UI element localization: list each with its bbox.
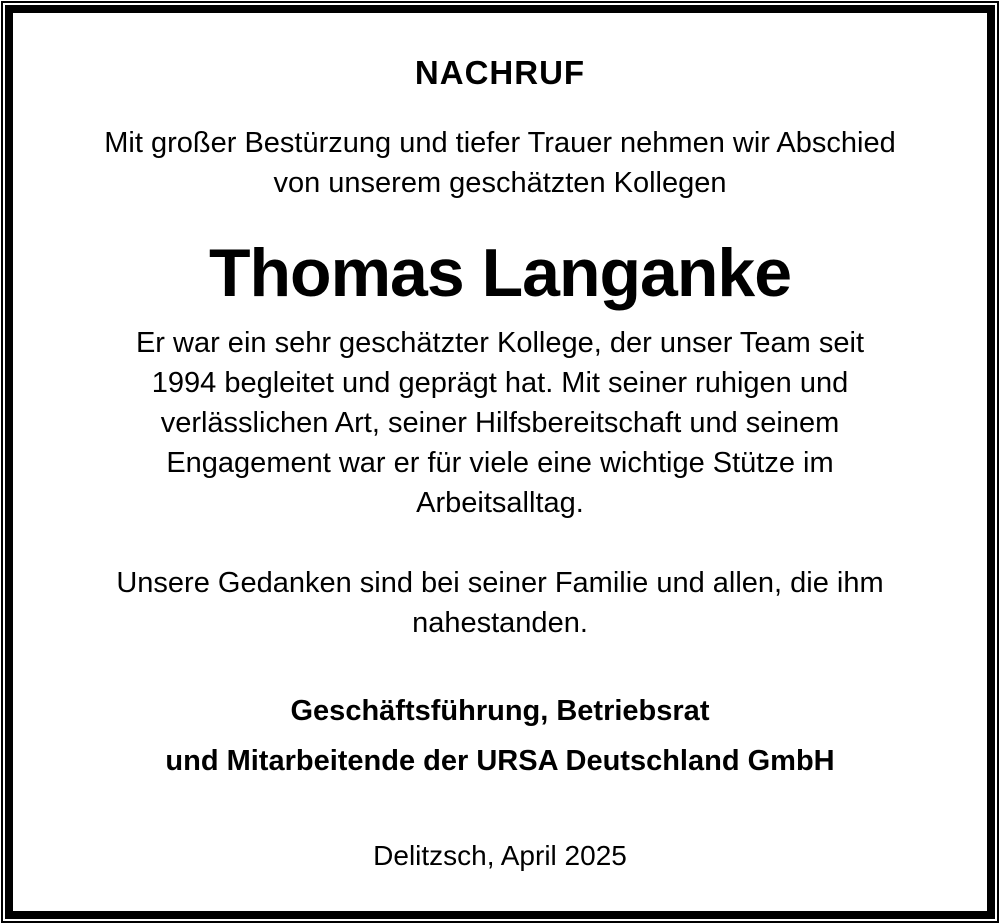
signature-line: Geschäftsführung, Betriebsrat xyxy=(290,695,710,727)
condolence-line: Unsere Gedanken sind bei seiner Familie und allen, die ihm xyxy=(116,567,884,599)
notice-title: NACHRUF xyxy=(414,54,586,91)
deceased-name: Thomas Langanke xyxy=(208,235,792,311)
dateline: Delitzsch, April 2025 xyxy=(373,840,627,871)
tribute-line: Engagement war er für viele eine wichtige Stütze im xyxy=(166,447,834,479)
signature-line: und Mitarbeitende der URSA Deutschland GmbH xyxy=(165,745,835,777)
tribute-line: Er war ein sehr geschätzter Kollege, der unser Team seit xyxy=(135,327,865,359)
obituary-notice-frame xyxy=(5,5,995,919)
tribute-line: verlässlichen Art, seiner Hilfsbereitschaft und seinem xyxy=(160,407,840,439)
condolence-line: nahestanden. xyxy=(412,607,588,639)
tribute-line: Arbeitsalltag. xyxy=(416,487,584,519)
tribute-text xyxy=(13,323,987,523)
tribute-line: 1994 begleitet und geprägt hat. Mit seiner ruhigen und xyxy=(151,367,849,399)
intro-text xyxy=(13,123,987,203)
obituary-notice xyxy=(13,13,987,911)
intro-line: Mit großer Bestürzung und tiefer Trauer nehmen wir Abschied xyxy=(104,127,896,159)
signature-text xyxy=(13,691,987,781)
intro-line: von unserem geschätzten Kollegen xyxy=(273,167,727,199)
condolence-text xyxy=(13,563,987,643)
